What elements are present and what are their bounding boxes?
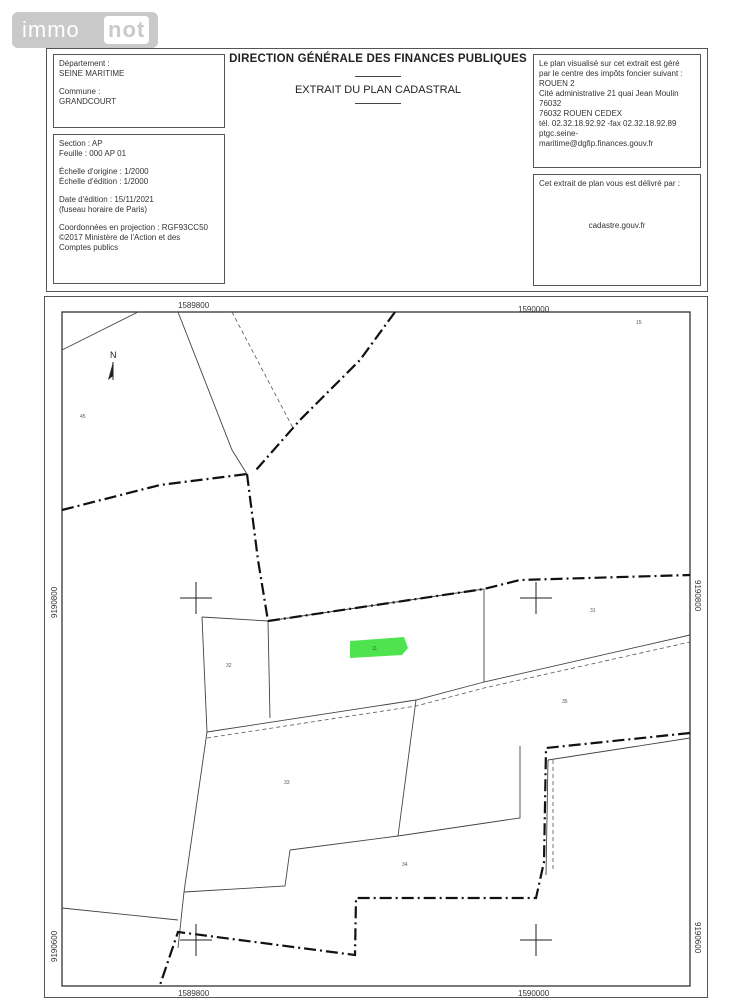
dashed-lines <box>207 312 690 872</box>
copyright-text-1: ©2017 Ministère de l'Action et des <box>59 233 181 242</box>
highlighted-parcel <box>350 637 408 658</box>
parcel-number: 35 <box>562 699 568 705</box>
centre-line-2: par le centre des impôts foncier suivant : <box>539 69 683 78</box>
commune-value: GRANDCOURT <box>59 97 117 106</box>
parcel-number: 32 <box>226 663 232 669</box>
grid-crosses <box>180 582 552 956</box>
echelle-edition-text: Échelle d'édition : 1/2000 <box>59 177 149 186</box>
coord-y-upper-right: 9190800 <box>693 580 702 612</box>
boundary-line <box>160 733 690 985</box>
centre-line-5: 76032 <box>539 99 562 108</box>
parcel-line <box>290 836 398 850</box>
centre-line-4: Cité administrative 21 quai Jean Moulin <box>539 89 679 98</box>
coord-x-right-top: 1590000 <box>518 305 550 314</box>
parcel-number: 45 <box>80 414 86 420</box>
centre-line-1: Le plan visualisé sur cet extrait est géré <box>539 59 680 68</box>
parcel-number: 15 <box>636 320 642 326</box>
parcel-line <box>202 589 484 621</box>
parcel-line <box>184 850 290 892</box>
dashed-parcel-line <box>232 312 293 428</box>
grid-cross <box>180 924 212 956</box>
boundary-line <box>62 474 247 510</box>
departement-value: SEINE MARITIME <box>59 69 125 78</box>
fuseau-text: (fuseau horaire de Paris) <box>59 205 148 214</box>
copyright-text-2: Comptes publics <box>59 243 119 252</box>
parcel-number: 11 <box>372 646 378 652</box>
parcel-line <box>178 312 247 474</box>
delivre-value: cadastre.gouv.fr <box>588 221 646 230</box>
centre-line-9: maritime@dgfip.finances.gouv.fr <box>539 139 654 148</box>
parcel-line <box>398 700 416 836</box>
echelle-origine-text: Échelle d'origine : 1/2000 <box>59 167 149 176</box>
parcel-line <box>62 312 138 350</box>
feuille-text: Feuille : 000 AP 01 <box>59 149 127 158</box>
parcel-number: 33 <box>284 780 290 786</box>
coord-y-lower-right: 9190600 <box>693 922 702 954</box>
delivre-label: Cet extrait de plan vous est délivré par : <box>539 179 680 188</box>
coord-y-upper-left: 9190800 <box>50 586 59 618</box>
parcel-numbers <box>80 320 642 868</box>
north-arrow-head <box>108 362 113 380</box>
coord-x-left-top: 1589800 <box>178 301 210 310</box>
coordonnees-text: Coordonnées en projection : RGF93CC50 <box>59 223 208 232</box>
centre-line-7: tél. 02.32.18.92.92 -fax 02.32.18.92.89 <box>539 119 677 128</box>
parcel-line <box>62 908 178 920</box>
boundary-line <box>268 575 690 621</box>
coord-y-lower-left: 9190600 <box>50 930 59 962</box>
coord-x-right-bottom: 1590000 <box>518 989 550 998</box>
logo-text-immo: immo <box>22 17 80 42</box>
north-label: N <box>110 350 117 360</box>
grid-cross <box>520 582 552 614</box>
parcel-line <box>207 635 690 732</box>
parcel-line <box>268 621 270 718</box>
parcel-lines <box>62 312 690 948</box>
grid-cross <box>180 582 212 614</box>
section-text: Section : AP <box>59 139 103 148</box>
boundary-line <box>256 312 395 470</box>
centre-line-8: ptgc.seine- <box>539 129 579 138</box>
parcel-number: 34 <box>402 862 408 868</box>
parcel-line <box>178 732 207 948</box>
grid-cross <box>520 924 552 956</box>
dashed-parcel-line <box>207 642 690 738</box>
parcel-line <box>398 746 520 836</box>
centre-line-6: 76032 ROUEN CEDEX <box>539 109 623 118</box>
parcel-number: 31 <box>590 608 596 614</box>
centre-line-3: ROUEN 2 <box>539 79 575 88</box>
page-subtitle: EXTRAIT DU PLAN CADASTRAL <box>294 84 462 96</box>
boundary-line <box>247 474 268 621</box>
departement-label: Département : <box>59 59 110 68</box>
commune-label: Commune : <box>59 87 101 96</box>
page-title: DIRECTION GÉNÉRALE DES FINANCES PUBLIQUES <box>229 53 527 65</box>
date-edition-text: Date d'édition : 15/11/2021 <box>59 195 154 204</box>
logo-text-not: not <box>104 16 149 44</box>
parcel-line <box>546 760 548 875</box>
coord-x-left-bottom: 1589800 <box>178 989 210 998</box>
north-arrow <box>108 350 117 380</box>
parcel-line <box>202 617 207 732</box>
